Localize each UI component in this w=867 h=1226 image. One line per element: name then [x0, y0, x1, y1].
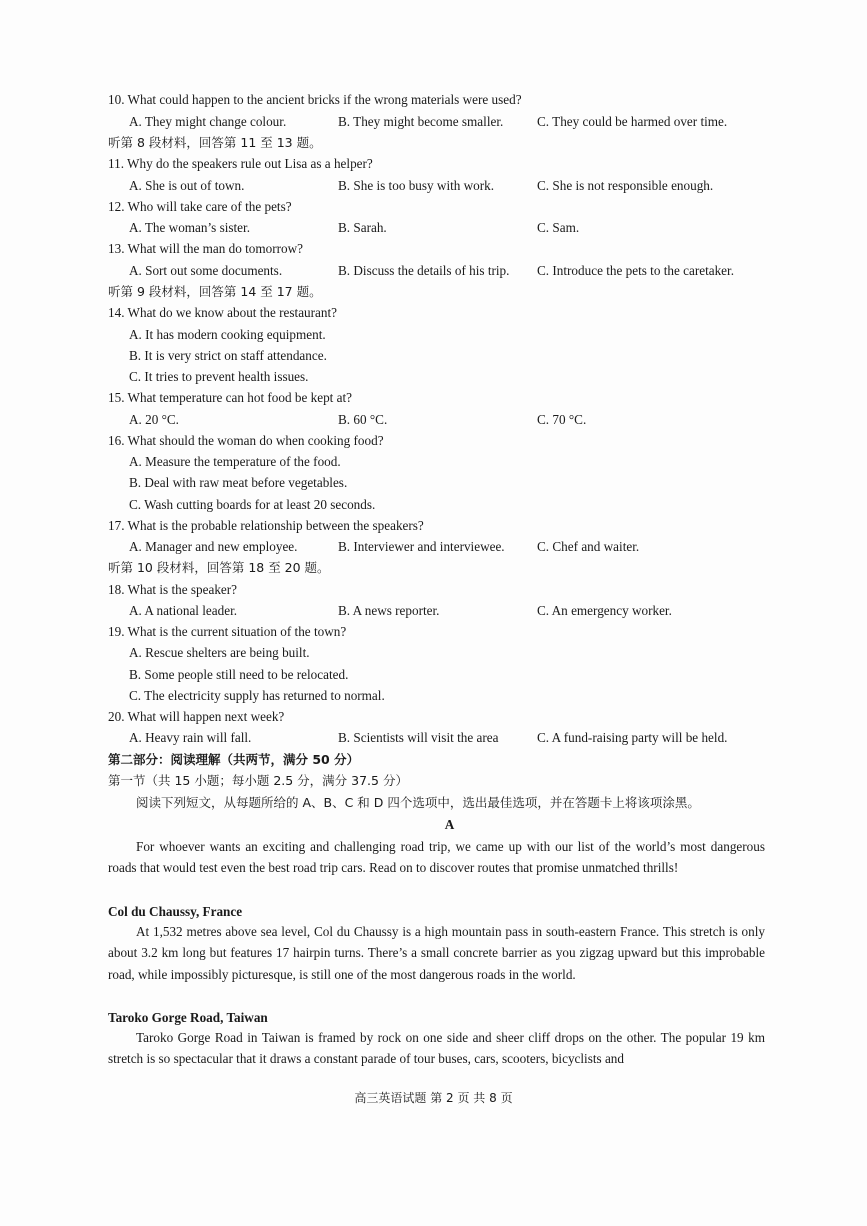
question-11: 11. Why do the speakers rule out Lisa as a helper?	[108, 156, 373, 171]
option-13b: B. Discuss the details of his trip.	[338, 263, 510, 278]
option-16b: B. Deal with raw meat before vegetables.	[129, 475, 348, 490]
question-19: 19. What is the current situation of the town?	[108, 624, 347, 639]
option-11b: B. She is too busy with work.	[338, 178, 495, 193]
option-17b: B. Interviewer and interviewee.	[338, 539, 505, 554]
option-14b: B. It is very strict on staff attendance.	[129, 348, 327, 363]
option-20b: B. Scientists will visit the area	[338, 730, 499, 745]
question-13: 13. What will the man do tomorrow?	[108, 241, 303, 256]
option-18a: A. A national leader.	[129, 603, 238, 618]
option-19c: C. The electricity supply has returned to normal.	[129, 688, 385, 703]
passage-taroko-gorge	[108, 1027, 765, 1070]
option-12c: C. Sam.	[537, 220, 580, 235]
heading-col-du-chaussy: Col du Chaussy, France	[108, 904, 243, 919]
question-18: 18. What is the speaker?	[108, 582, 238, 597]
option-12a: A. The woman’s sister.	[129, 220, 250, 235]
option-19b: B. Some people still need to be relocated.	[129, 667, 349, 682]
option-17a: A. Manager and new employee.	[129, 539, 298, 554]
option-16c: C. Wash cutting boards for at least 20 seconds.	[129, 497, 376, 512]
passage-col-du-chaussy	[108, 921, 765, 985]
instruction-section-9: 听第 9 段材料，回答第 14 至 17 题。	[108, 284, 322, 299]
question-12: 12. Who will take care of the pets?	[108, 199, 292, 214]
option-10b: B. They might become smaller.	[338, 114, 504, 129]
option-20c: C. A fund-raising party will be held.	[537, 730, 728, 745]
option-15b: B. 60 °C.	[338, 412, 388, 427]
intro-paragraph: For whoever wants an exciting and challenging road trip, we came up with our list of the world’s most dangerous roads that would test even the best road trip cars. Read on to discover routes that promise unmatched thrills!	[108, 839, 765, 876]
instruction-section-8: 听第 8 段材料，回答第 11 至 13 题。	[108, 135, 322, 150]
option-18c: C. An emergency worker.	[537, 603, 672, 618]
option-13c: C. Introduce the pets to the caretaker.	[537, 263, 735, 278]
option-11c: C. She is not responsible enough.	[537, 178, 714, 193]
question-17: 17. What is the probable relationship between the speakers?	[108, 518, 424, 533]
section-one-title: 第一节（共 15 小题；每小题 2.5 分，满分 37.5 分）	[108, 773, 408, 788]
reading-directions: 阅读下列短文，从每题所给的 A、B、C 和 D 四个选项中，选出最佳选项，并在答题卡上将该项涂黑。	[136, 795, 700, 810]
col-du-chaussy-paragraph: At 1,532 metres above sea level, Col du Chaussy is a high mountain pass in south-eastern France. This stretch is only about 3.2 km long but features 17 hairpin turns. There’s a small concrete barrier as you zigzag upward but this improbable road, while impossibly picturesque, is still one of the most dangerous roads in the world.	[108, 924, 765, 982]
taroko-gorge-paragraph: Taroko Gorge Road in Taiwan is framed by rock on one side and sheer cliff drops on the other. The popular 19 km stretch is so spectacular that it draws a constant parade of tour buses, cars, scooters, bicyclists and	[108, 1030, 765, 1067]
option-19a: A. Rescue shelters are being built.	[129, 645, 310, 660]
option-10c: C. They could be harmed over time.	[537, 114, 728, 129]
option-15c: C. 70 °C.	[537, 412, 587, 427]
question-16: 16. What should the woman do when cooking food?	[108, 433, 384, 448]
part-two-title: 第二部分：阅读理解（共两节，满分 50 分）	[108, 752, 360, 767]
option-16a: A. Measure the temperature of the food.	[129, 454, 341, 469]
heading-taroko-gorge: Taroko Gorge Road, Taiwan	[108, 1010, 268, 1025]
option-10a: A. They might change colour.	[129, 114, 287, 129]
option-20a: A. Heavy rain will fall.	[129, 730, 252, 745]
option-12b: B. Sarah.	[338, 220, 387, 235]
question-15: 15. What temperature can hot food be kept at?	[108, 390, 352, 405]
passage-intro	[108, 836, 765, 879]
option-13a: A. Sort out some documents.	[129, 263, 283, 278]
question-20: 20. What will happen next week?	[108, 709, 285, 724]
instruction-section-10: 听第 10 段材料，回答第 18 至 20 题。	[108, 560, 330, 575]
page-footer: 高三英语试题 第 2 页 共 8 页	[354, 1091, 513, 1105]
option-14c: C. It tries to prevent health issues.	[129, 369, 309, 384]
option-15a: A. 20 °C.	[129, 412, 179, 427]
option-14a: A. It has modern cooking equipment.	[129, 327, 326, 342]
option-17c: C. Chef and waiter.	[537, 539, 640, 554]
option-11a: A. She is out of town.	[129, 178, 245, 193]
question-14: 14. What do we know about the restaurant?	[108, 305, 338, 320]
question-10: 10. What could happen to the ancient bricks if the wrong materials were used?	[108, 92, 522, 107]
passage-letter: A	[444, 817, 455, 832]
option-18b: B. A news reporter.	[338, 603, 440, 618]
